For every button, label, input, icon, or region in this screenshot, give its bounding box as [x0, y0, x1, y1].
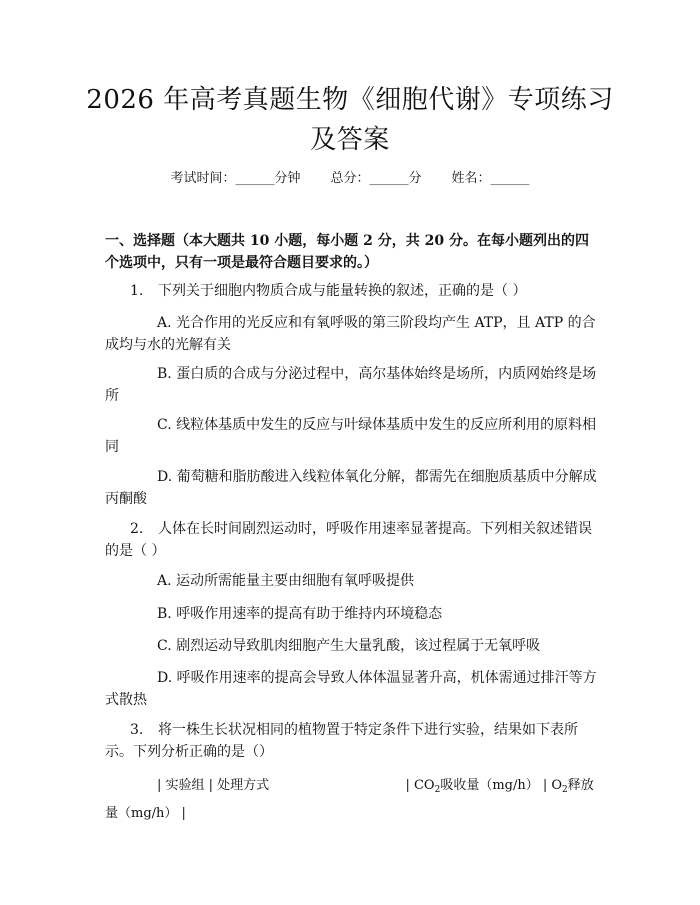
question-1-option-d: D. 葡萄糖和脂肪酸进入线粒体氧化分解，都需先在细胞质基质中分解成丙酮酸 — [105, 469, 597, 507]
question-2-option-c: C. 剧烈运动导致肌肉细胞产生大量乳酸，该过程属于无氧呼吸 — [157, 638, 541, 654]
question-number: 2. — [130, 521, 144, 537]
question-number: 1. — [130, 283, 144, 299]
page-title: 2026 年高考真题生物《细胞代谢》专项练习及答案 — [86, 85, 614, 155]
question-1-option-b: B. 蛋白质的合成与分泌过程中，高尔基体始终是场所，内质网始终是场所 — [105, 366, 597, 404]
exam-time-field: 考试时间：______分钟 — [170, 171, 301, 186]
table-col-group-method: | 实验组 | 处理方式 — [157, 778, 270, 793]
question-1-option-c: C. 线粒体基质中发生的反应与叶绿体基质中发生的反应所利用的原料相同 — [105, 417, 597, 455]
question-2-option-a: A. 运动所需能量主要由细胞有氧呼吸提供 — [157, 573, 415, 589]
section-heading: 一、选择题（本大题共 10 小题，每小题 2 分，共 20 分。在每小题列出的四个选项中，只有一项是最符合题目要求的。） — [105, 233, 589, 271]
question-1-option-a: A. 光合作用的光反应和有氧呼吸的第三阶段均产生 ATP，且 ATP 的合成均与水的光解有关 — [105, 315, 596, 353]
question-2 — [105, 518, 600, 562]
table-col-co2: | $CO_2$吸收量（mg/h） | O — [405, 778, 563, 795]
table-col-o2: $_2$释放量（mg/h） | — [105, 778, 594, 821]
question-stem: 下列关于细胞内物质合成与能量转换的叙述，正确的是（ ） — [158, 283, 527, 299]
question-2-option-b: B. 呼吸作用速率的提高有助于维持内环境稳态 — [157, 606, 443, 622]
exam-meta — [0, 170, 700, 188]
question-number: 3. — [130, 722, 144, 738]
question-2-option-d: D. 呼吸作用速率的提高会导致人体体温显著升高，机体需通过排汗等方式散热 — [105, 670, 597, 708]
question-1 — [105, 280, 600, 302]
question-stem: 将一株生长状况相同的植物置于特定条件下进行实验，结果如下表所示。下列分析正确的是（） — [105, 722, 578, 760]
question-stem: 人体在长时间剧烈运动时，呼吸作用速率显著提高。下列相关叙述错误的是（ ） — [105, 521, 592, 559]
name-field: 姓名：______ — [451, 171, 530, 186]
total-score-field: 总分：______分 — [330, 171, 422, 186]
question-3 — [105, 719, 600, 763]
table-header-row — [105, 774, 600, 826]
